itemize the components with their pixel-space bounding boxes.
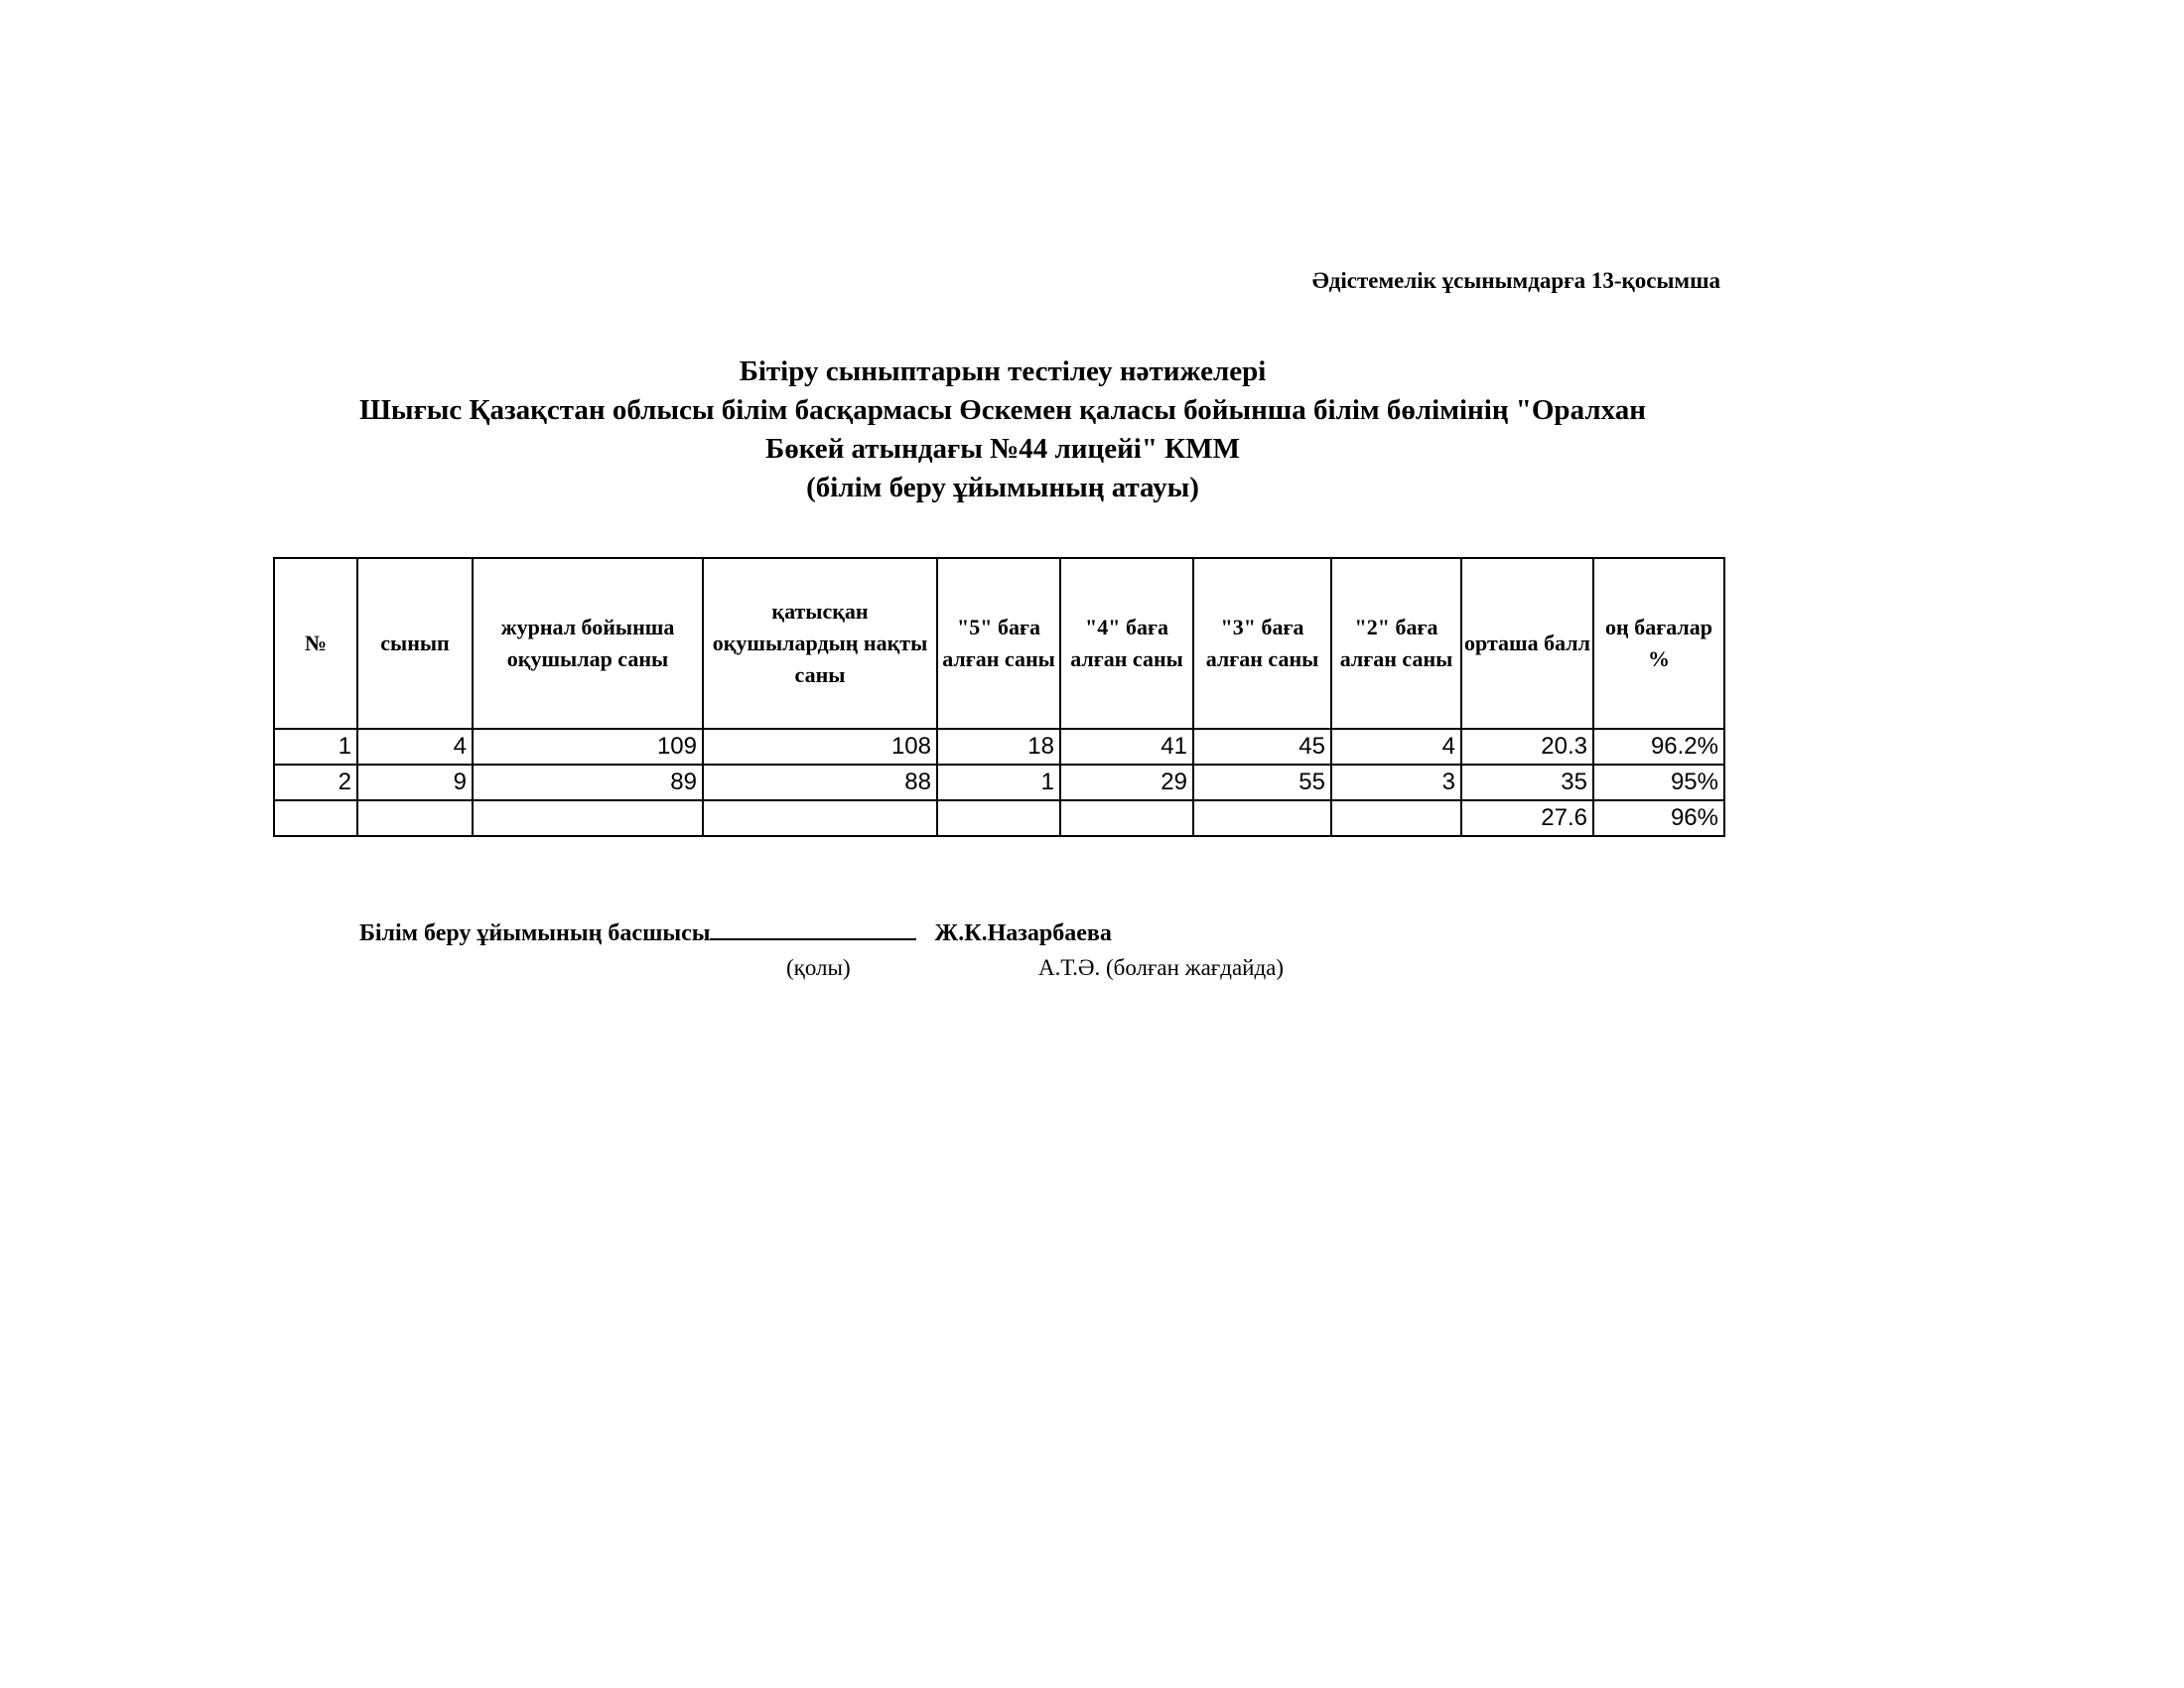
cell-class: 4: [357, 729, 473, 765]
header-positive-percent: оң бағалар %: [1593, 558, 1724, 729]
cell-grade-3: 55: [1193, 765, 1331, 800]
signature-caption: (қолы): [786, 955, 851, 980]
document-title: [288, 352, 1717, 507]
signature-label: Білім беру ұйымының басшысы: [359, 920, 711, 946]
header-students-journal: журнал бойынша оқушылар саны: [473, 558, 703, 729]
title-line-4: (білім беру ұйымының атауы): [806, 472, 1199, 503]
cell-grade-4: [1060, 800, 1193, 836]
signature-line: [359, 918, 1112, 947]
appendix-label: Әдістемелік ұсынымдарға 13-қосымша: [1311, 268, 1720, 293]
results-table: [273, 557, 1725, 837]
cell-students-journal: [473, 800, 703, 836]
cell-number: 1: [274, 729, 357, 765]
cell-grade-3: [1193, 800, 1331, 836]
cell-grade-5: [937, 800, 1060, 836]
header-grade-2: "2" баға алған саны: [1331, 558, 1461, 729]
cell-grade-5: 18: [937, 729, 1060, 765]
cell-grade-2: 4: [1331, 729, 1461, 765]
table-total-row: [274, 800, 1724, 836]
cell-students-actual: 88: [703, 765, 937, 800]
cell-grade-4: 41: [1060, 729, 1193, 765]
cell-positive-percent: 96.2%: [1593, 729, 1724, 765]
cell-class: [357, 800, 473, 836]
title-line-1: Бітіру сыныптарын тестілеу нәтижелері: [739, 355, 1267, 387]
cell-grade-4: 29: [1060, 765, 1193, 800]
cell-students-actual: [703, 800, 937, 836]
cell-grade-2: [1331, 800, 1461, 836]
cell-number: [274, 800, 357, 836]
cell-students-journal: 89: [473, 765, 703, 800]
cell-grade-5: 1: [937, 765, 1060, 800]
cell-grade-2: 3: [1331, 765, 1461, 800]
cell-students-actual: 108: [703, 729, 937, 765]
title-line-3: Бөкей атындағы №44 лицейі" КММ: [765, 433, 1240, 465]
cell-average-score: 20.3: [1461, 729, 1593, 765]
header-average-score: орташа балл: [1461, 558, 1593, 729]
cell-students-journal: 109: [473, 729, 703, 765]
header-number: №: [274, 558, 357, 729]
header-grade-3: "3" баға алған саны: [1193, 558, 1331, 729]
table-row: [274, 729, 1724, 765]
cell-positive-percent: 96%: [1593, 800, 1724, 836]
cell-grade-3: 45: [1193, 729, 1331, 765]
cell-average-score: 35: [1461, 765, 1593, 800]
header-class: сынып: [357, 558, 473, 729]
cell-positive-percent: 95%: [1593, 765, 1724, 800]
cell-number: 2: [274, 765, 357, 800]
signature-blank: [710, 918, 916, 940]
table-row: [274, 765, 1724, 800]
header-grade-4: "4" баға алған саны: [1060, 558, 1193, 729]
table-header-row: [274, 558, 1724, 729]
title-line-2: Шығыс Қазақстан облысы білім басқармасы Өскемен қаласы бойынша білім бөлімінің "Оралхан: [359, 394, 1646, 426]
cell-average-score: 27.6: [1461, 800, 1593, 836]
header-students-actual: қатысқан оқушылардың нақты саны: [703, 558, 937, 729]
cell-class: 9: [357, 765, 473, 800]
header-grade-5: "5" баға алған саны: [937, 558, 1060, 729]
signatory-name: Ж.К.Назарбаева: [934, 920, 1112, 946]
name-caption: А.Т.Ә. (болған жағдайда): [1038, 955, 1285, 980]
